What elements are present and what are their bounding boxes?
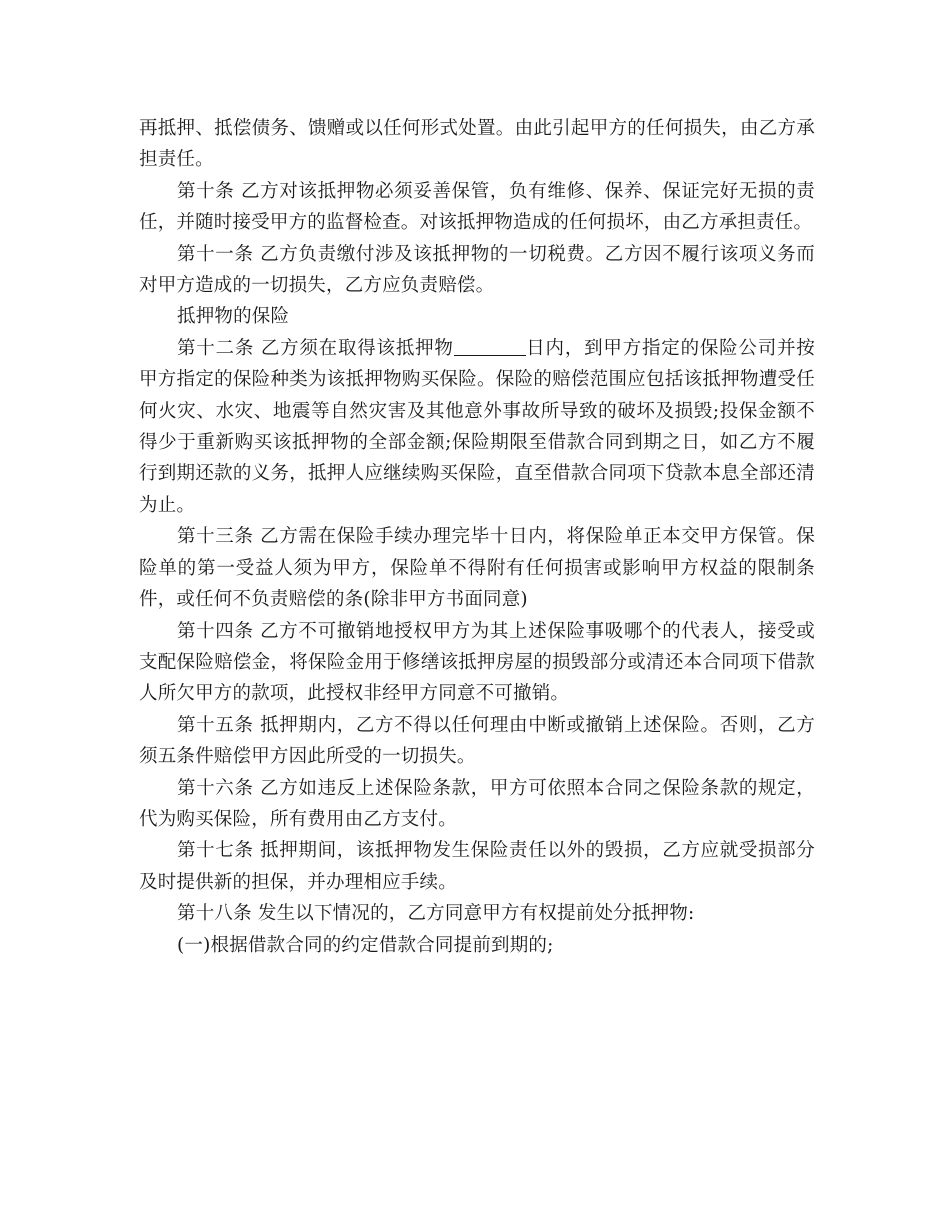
article-18: 第十八条 发生以下情况的，乙方同意甲方有权提前处分抵押物:	[177, 903, 695, 925]
article-18-item-1: (一)根据借款合同的约定借款合同提前到期的;	[177, 934, 554, 956]
paragraph-continuation: 再抵押、抵偿债务、馈赠或以任何形式处置。由此引起甲方的任何损失，由乙方承担责任。	[139, 118, 815, 171]
article-15: 第十五条 抵押期内，乙方不得以任何理由中断或撤销上述保险。否则，乙方须五条件赔偿甲方因此所受的一切损失。	[139, 714, 815, 768]
article-17: 第十七条 抵押期间，该抵押物发生保险责任以外的毁损，乙方应就受损部分及时提供新的担保，并办理相应手续。	[139, 840, 815, 893]
document-body	[139, 113, 815, 961]
fill-in-blank-days	[454, 337, 526, 356]
article-11: 第十一条 乙方负责缴付涉及该抵押物的一切税费。乙方因不履行该项义务而对甲方造成的一切损失，乙方应负责赔偿。	[139, 243, 815, 297]
article-12-start: 第十二条 乙方须在取得该抵押物	[177, 337, 454, 359]
article-12	[139, 333, 815, 521]
section-heading-insurance: 抵押物的保险	[177, 306, 290, 328]
article-16: 第十六条 乙方如违反上述保险条款，甲方可依照本合同之保险条款的规定，代为购买保险，所有费用由乙方支付。	[139, 777, 815, 830]
article-10: 第十条 乙方对该抵押物必须妥善保管，负有维修、保养、保证完好无损的责任，并随时接受甲方的监督检查。对该抵押物造成的任何损坏，由乙方承担责任。	[139, 180, 815, 234]
article-12-rest: 日内，到甲方指定的保险公司并按甲方指定的保险种类为该抵押物购买保险。保险的赔偿范围应包括该抵押物遭受任何火灾、水灾、地震等自然灾害及其他意外事故所导致的破坏及损毁;投保金额不得少于重新购买该抵押物的全部金额;保险期限至借款合同到期之日，如乙方不履行到期还款的义务，抵押人应继续购买保险，直至借款合同项下贷款本息全部还清为止。	[139, 337, 815, 516]
article-13: 第十三条 乙方需在保险手续办理完毕十日内，将保险单正本交甲方保管。保险单的第一受益人须为甲方，保险单不得附有任何损害或影响甲方权益的限制条件，或任何不负责赔偿的条(除非甲方书面同意)	[139, 526, 815, 611]
article-14: 第十四条 乙方不可撤销地授权甲方为其上述保险事吸哪个的代表人，接受或支配保险赔偿金，将保险金用于修缮该抵押房屋的损毁部分或清还本合同项下借款人所欠甲方的款项，此授权非经甲方同意不可撤销。	[139, 620, 815, 705]
